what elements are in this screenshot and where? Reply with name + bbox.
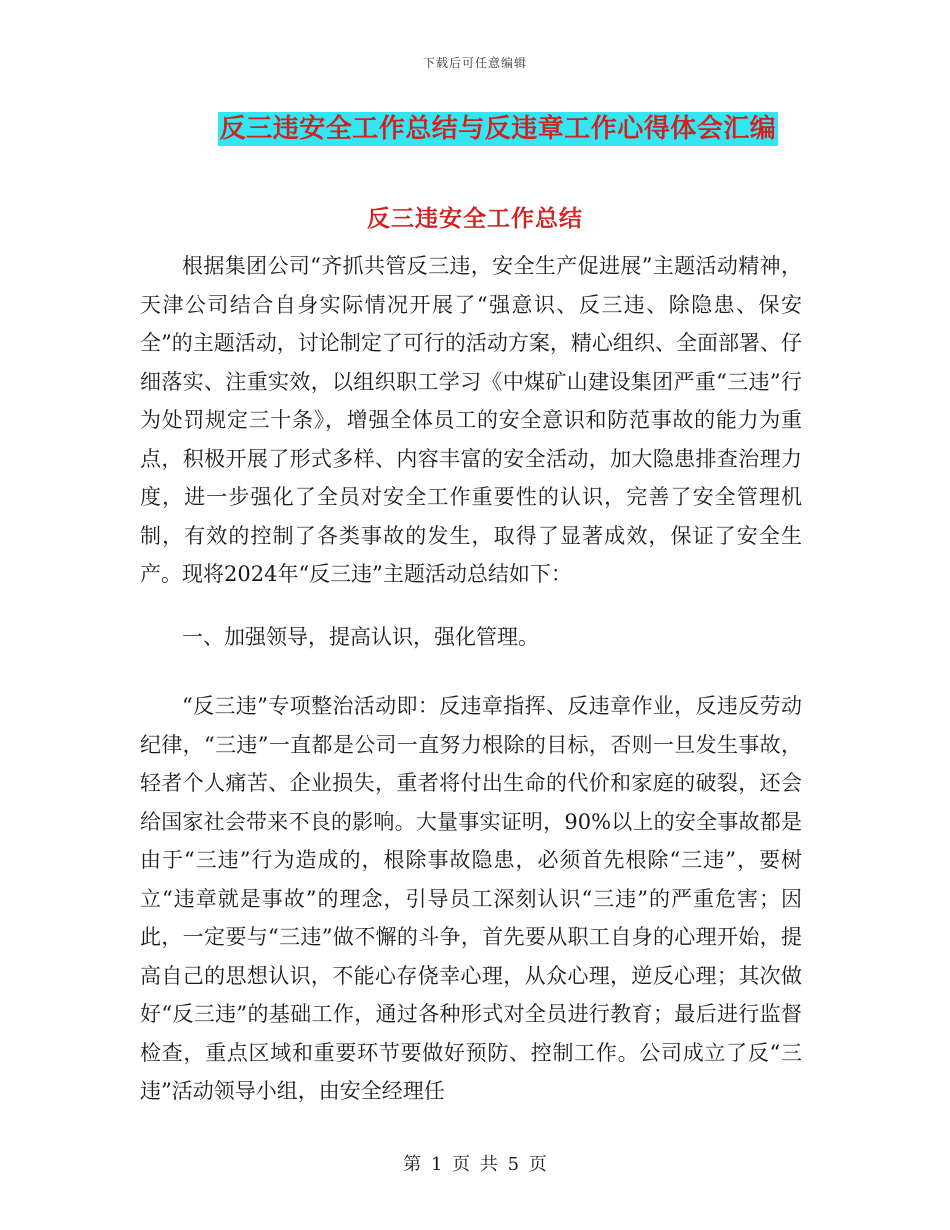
- paragraph-body: “反三违”专项整治活动即：反违章指挥、反违章作业，反违反劳动纪律，“三违”一直都是公司一直努力根除的目标，否则一旦发生事故，轻者个人痛苦、企业损失，重者将付出生命的代价和家庭的破裂，还会给国家社会带来不良的影响。大量事实证明，90%以上的安全事故都是由于“三违”行为造成的，根除事故隐患，必须首先根除“三违”，要树立“违章就是事故”的理念，引导员工深刻认识“三违”的严重危害；因此，一定要与“三违”做不懈的斗争，首先要从职工自身的心理开始，提高自己的思想认识，不能心存侥幸心理，从众心理，逆反心理；其次做好“反三违”的基础工作，通过各种形式对全员进行教育；最后进行监督检查，重点区域和重要环节要做好预防、控制工作。公司成立了反“三违”活动领导小组，由安全经理任: [140, 694, 802, 1103]
- section-title: 反三违安全工作总结: [367, 205, 583, 232]
- subheading-1: 一、加强领导，提高认识，强化管理。: [182, 625, 539, 649]
- paragraph-intro: 根据集团公司“齐抓共管反三违，安全生产促进展”主题活动精神，天津公司结合自身实际情况开展了“强意识、反三违、除隐患、保安全”的主题活动，讨论制定了可行的活动方案，精心组织、全面部署、仔细落实、注重实效，以组织职工学习《中煤矿山建设集团严重“三违”行为处罚规定三十条》，增强全体员工的安全意识和防范事故的能力为重点，积极开展了形式多样、内容丰富的安全活动，加大隐患排查治理力度，进一步强化了全员对安全工作重要性的认识，完善了安全管理机制，有效的控制了各类事故的发生，取得了显著成效，保证了安全生产。现将2024年“反三违”主题活动总结如下：: [140, 254, 802, 586]
- document-title: 反三违安全工作总结与反违章工作心得体会汇编: [219, 114, 777, 144]
- page-indicator: 第 1 页 共 5 页: [403, 1154, 547, 1175]
- header-note: 下载后可任意编辑: [422, 56, 527, 70]
- main-title-container: [0, 112, 950, 146]
